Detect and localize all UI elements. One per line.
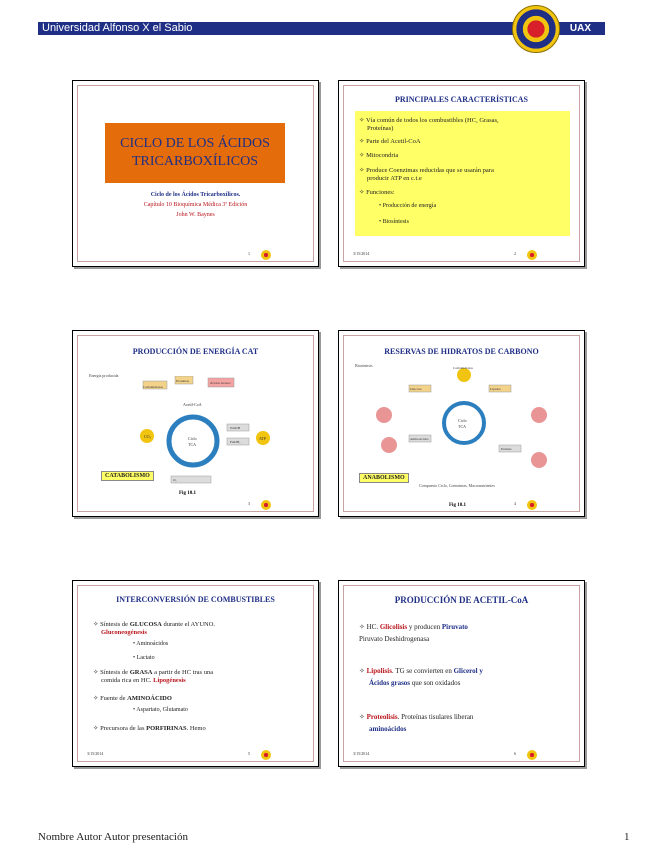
slide-5-bullet-cont: comida rica en HC. Lipogénesis <box>101 677 186 684</box>
slide-2-bullet: Proteínas) <box>367 125 394 132</box>
slide-5-bullet: ✧ Fuente de AMINOÁCIDO <box>93 695 172 702</box>
slide-4-figure-caption: Fig 10.1 <box>449 503 466 508</box>
slide-5-bullet: ✧ Síntesis de GRASA a partir de HC tras una <box>93 669 214 676</box>
slide-date: 3/15/2014 <box>87 751 104 756</box>
uax-logo-icon <box>261 500 271 510</box>
slide-date: 3/15/2014 <box>353 251 370 256</box>
slide-6-line: aminoácidos <box>369 725 407 733</box>
slide-4-tag: ANABOLISMO <box>359 473 409 483</box>
uax-logo-icon <box>261 750 271 760</box>
node-circle <box>381 437 397 453</box>
diagram-node-label: Carbohidratos <box>453 366 473 370</box>
diagram-node-label: Acetil-CoA <box>183 402 202 407</box>
page-footer-author: Nombre Autor Autor presentación <box>38 831 188 843</box>
university-name: Universidad Alfonso X el Sabio <box>42 22 193 34</box>
slide-5-bullet: ✧ Precursora de las PORFIRINAS. Hemo <box>93 725 206 732</box>
diagram-node-label: Purinas <box>501 447 512 451</box>
page-number: 1 <box>624 831 630 843</box>
node-circle <box>457 368 471 382</box>
diagram-node-label: Glucosa <box>410 387 422 391</box>
uax-logo-icon <box>527 500 537 510</box>
node-circle <box>531 407 547 423</box>
slide-1-subtitle-1: Ciclo de los Ácidos Tricarboxílicos. <box>150 192 241 198</box>
slide-2-bullet: producir ATP en c.t.e <box>367 175 422 182</box>
node-box <box>171 476 211 483</box>
slide-3-title: PRODUCCIÓN DE ENERGÍA CAT <box>132 347 259 356</box>
tca-energy-diagram <box>133 376 283 486</box>
tca-cycle-ring <box>444 403 484 443</box>
university-seal-icon <box>512 5 560 53</box>
slide-5-sub-bullet: • Aminoácidos <box>133 641 169 647</box>
diagram-node-label: TCA <box>188 442 196 447</box>
slide-5 <box>72 580 319 767</box>
slide-2-bullet: ✧ Produce Coenzimas reducidas que se usarán para <box>359 167 494 174</box>
uax-logo-icon <box>527 750 537 760</box>
uax-logo-icon <box>527 250 537 260</box>
slide-2-sub-bullet: • Biosíntesis <box>379 219 409 225</box>
diagram-node-label: Aminoácidos <box>410 437 429 441</box>
slide-2-bullet: ✧ Mitocondria <box>359 152 399 159</box>
slide-3-figure-caption: Fig 10.1 <box>179 491 196 496</box>
slide-3-tag: CATABOLISMO <box>101 471 154 481</box>
slide-5-sub-bullet: • Lactato <box>133 655 155 661</box>
slide-1-subtitle-3: John W. Baynes <box>176 212 215 218</box>
slide-5-sub-bullet: • Aspartato, Glutamato <box>133 707 188 713</box>
slide-number: 6 <box>514 751 516 756</box>
slide-6-line: Piruvato Deshidrogenasa <box>359 635 430 643</box>
slide-6-line: ✧ HC. Glicolisis y producen Piruvato <box>359 623 468 631</box>
slide-2-bullet: ✧ Vía común de todos los combustibles (HC, Grasas, <box>359 117 499 124</box>
slide-3 <box>72 330 319 517</box>
slide-4-caption: Compuesto Ciclo, Coenzimas, Macronutrientes <box>419 483 495 488</box>
slide-2 <box>338 80 585 267</box>
slide-number: 3 <box>248 501 250 506</box>
tca-cycle-ring <box>169 417 217 465</box>
node-circle <box>376 407 392 423</box>
slide-1-title-line1: CICLO DE LOS ÁCIDOS <box>120 136 270 151</box>
diagram-node-label: O₂ <box>173 478 177 482</box>
diagram-node-label: Ciclo <box>458 418 467 423</box>
slide-5-title: INTERCONVERSIÓN DE COMBUSTIBLES <box>116 595 275 604</box>
slide-1-subtitle-2: Capítulo 10 Bioquímica Médica 3ª Edición <box>143 202 248 208</box>
slide-date: 3/15/2014 <box>353 751 370 756</box>
diagram-node-label: Ácidos Grasos <box>210 381 231 385</box>
diagram-node-label: NADH <box>230 426 241 430</box>
slide-number: 4 <box>514 501 516 506</box>
slide-number: 5 <box>248 751 250 756</box>
slide-1 <box>72 80 319 267</box>
university-abbr: UAX <box>569 23 591 34</box>
diagram-node-label: Lípidos <box>490 387 501 391</box>
slide-6-title: PRODUCCIÓN DE ACETIL-CoA <box>394 595 529 605</box>
diagram-node-label: FADH₂ <box>230 440 241 444</box>
slide-4-title: RESERVAS DE HIDRATOS DE CARBONO <box>384 347 539 356</box>
slide-4 <box>338 330 585 517</box>
node-circle <box>531 452 547 468</box>
slide-5-highlight: Gluconeogénesis <box>101 629 147 636</box>
uax-logo-icon <box>261 250 271 260</box>
diagram-label: Energía producida <box>89 373 119 378</box>
diagram-node-label: CO₂ <box>144 434 151 439</box>
slide-6 <box>338 580 585 767</box>
slide-2-bullet: ✧ Parte del Acetil-CoA <box>359 138 421 145</box>
slide-6-line: Ácidos grasos que son oxidados <box>369 679 461 687</box>
slide-2-bullet: ✧ Funciones: <box>359 189 395 196</box>
slide-2-sub-bullet: • Producción de energía <box>379 203 437 209</box>
diagram-node-label: Carbohidratos <box>143 385 163 389</box>
slide-6-line: ✧ Proteolisis. Proteínas tisulares liberan <box>359 713 474 721</box>
diagram-node-label: Ciclo <box>188 436 197 441</box>
slide-6-line: ✧ Lipolisis. TG se convierten en Glicerol y <box>359 667 483 675</box>
slide-number: 1 <box>248 251 250 256</box>
slide-number: 2 <box>514 251 516 256</box>
slide-2-title: PRINCIPALES CARACTERÍSTICAS <box>395 95 528 104</box>
slide-1-title-box <box>105 123 285 183</box>
slide-1-title-line2: TRICARBOXÍLICOS <box>131 154 258 169</box>
carbohydrate-reserves-diagram <box>369 365 559 475</box>
slide-5-bullet: ✧ Síntesis de GLUCOSA durante el AYUNO. <box>93 621 216 628</box>
diagram-node-label: ATP <box>259 436 267 441</box>
diagram-label: Biosíntesis <box>355 363 373 368</box>
diagram-node-label: TCA <box>458 424 466 429</box>
diagram-node-label: Proteínas <box>176 379 190 383</box>
